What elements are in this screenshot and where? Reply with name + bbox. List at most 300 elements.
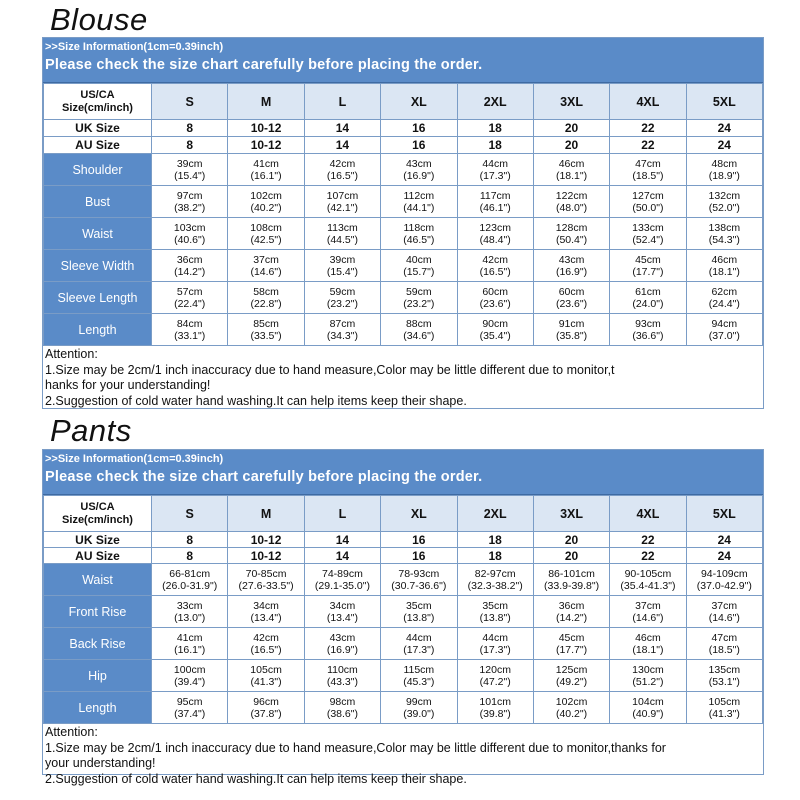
cm-value: 120cm	[479, 663, 511, 676]
blouse-sleeve-length-cell	[610, 282, 686, 314]
blouse-title: Blouse	[50, 2, 148, 37]
blouse-length-cell	[533, 314, 609, 346]
pants-back-rise-cell	[381, 628, 457, 660]
pants-uk-size-value: 8	[152, 532, 228, 548]
blouse-waist-cell	[381, 218, 457, 250]
blouse-bust-cell	[686, 186, 762, 218]
inch-value: (36.6")	[632, 329, 664, 342]
pants-attention-note	[43, 724, 763, 786]
inch-value: (14.2")	[174, 265, 206, 278]
inch-value: (33.1")	[174, 329, 206, 342]
pants-length-cell	[457, 692, 533, 724]
blouse-sleeve-width-cell	[228, 250, 304, 282]
cm-value: 110cm	[327, 663, 358, 676]
pants-au-size-value: 22	[610, 548, 686, 564]
cm-value: 122cm	[555, 189, 588, 202]
cm-value: 36cm	[176, 253, 203, 266]
cm-value: 135cm	[708, 663, 741, 676]
cm-value: 90-105cm	[624, 567, 672, 580]
inch-value: (32.3-38.2")	[467, 579, 523, 592]
blouse-waist-cell	[457, 218, 533, 250]
pants-length-cell	[610, 692, 686, 724]
inch-value: (13.4")	[326, 611, 359, 624]
pants-front-rise-cell	[152, 596, 228, 628]
pants-size-info-text: >>Size Information(1cm=0.39inch)	[45, 453, 224, 465]
blouse-uk-size-value: 20	[533, 120, 609, 137]
inch-value: (44.5")	[326, 233, 359, 246]
pants-uk-size-value: 14	[304, 532, 380, 548]
cm-value: 39cm	[329, 253, 356, 266]
blouse-uk-size-value: 18	[457, 120, 533, 137]
inch-value: (38.6")	[326, 707, 359, 720]
inch-value: (50.0")	[632, 201, 664, 214]
cm-value: 43cm	[329, 631, 356, 644]
cm-value: 42cm	[253, 631, 279, 644]
pants-uk-size-value: 18	[457, 532, 533, 548]
cm-value: 42cm	[329, 157, 356, 170]
blouse-au-size-label: AU Size	[44, 137, 152, 154]
inch-value: (40.6")	[174, 233, 206, 246]
pants-title: Pants	[50, 413, 132, 448]
cm-value: 133cm	[632, 221, 664, 234]
cm-value: 91cm	[558, 317, 585, 330]
cm-value: 47cm	[711, 631, 738, 644]
inch-value: (13.8")	[403, 611, 435, 624]
blouse-au-size-value: 8	[152, 137, 228, 154]
pants-back-rise-cell	[152, 628, 228, 660]
pants-waist-cell	[304, 564, 380, 596]
cm-value: 103cm	[173, 221, 206, 234]
inch-value: (16.1")	[250, 169, 282, 182]
blouse-shoulder-cell	[304, 154, 380, 186]
inch-value: (39.4")	[174, 675, 206, 688]
cm-value: 34cm	[329, 599, 356, 612]
cm-value: 37cm	[635, 599, 661, 612]
cm-value: 40cm	[405, 253, 432, 266]
inch-value: (34.3")	[326, 329, 359, 342]
pants-uk-size-row	[44, 532, 763, 548]
inch-value: (22.8")	[250, 297, 282, 310]
blouse-uk-size-value: 8	[152, 120, 228, 137]
blouse-length-cell	[304, 314, 380, 346]
inch-value: (40.9")	[632, 707, 664, 720]
cm-value: 45cm	[558, 631, 585, 644]
blouse-label-sleeve-width: Sleeve Width	[44, 250, 152, 282]
inch-value: (14.6")	[250, 265, 282, 278]
pants-back-rise-cell	[304, 628, 380, 660]
pants-chart-header	[43, 450, 763, 495]
inch-value: (18.1")	[632, 643, 664, 656]
blouse-label-length: Length	[44, 314, 152, 346]
blouse-au-size-value: 14	[304, 137, 380, 154]
inch-value: (14.2")	[555, 611, 588, 624]
cm-value: 46cm	[635, 631, 661, 644]
blouse-uk-size-label: UK Size	[44, 120, 152, 137]
cm-value: 94-109cm	[700, 567, 748, 580]
cm-value: 105cm	[708, 695, 741, 708]
inch-value: (14.6")	[632, 611, 664, 624]
blouse-au-size-value: 20	[533, 137, 609, 154]
pants-row-back-rise	[44, 628, 763, 660]
inch-value: (14.6")	[708, 611, 740, 624]
cm-value: 98cm	[329, 695, 356, 708]
pants-hip-cell	[610, 660, 686, 692]
cm-value: 34cm	[253, 599, 279, 612]
cm-value: 57cm	[176, 285, 203, 298]
pants-size-chart	[42, 449, 764, 786]
blouse-bust-cell	[228, 186, 304, 218]
cm-value: 127cm	[632, 189, 664, 202]
inch-value: (16.5")	[250, 643, 282, 656]
blouse-length-cell	[457, 314, 533, 346]
cm-value: 66-81cm	[169, 567, 211, 580]
blouse-length-cell	[610, 314, 686, 346]
cm-value: 44cm	[405, 631, 432, 644]
pants-hip-cell	[228, 660, 304, 692]
blouse-label-shoulder: Shoulder	[44, 154, 152, 186]
pants-length-cell	[686, 692, 762, 724]
inch-value: (49.2")	[555, 675, 588, 688]
cm-value: 43cm	[405, 157, 432, 170]
pants-au-size-value: 14	[304, 548, 380, 564]
pants-uk-size-value: 24	[686, 532, 762, 548]
inch-value: (52.0")	[708, 201, 740, 214]
pants-au-size-value: 10-12	[228, 548, 304, 564]
cm-value: 44cm	[482, 631, 509, 644]
cm-value: 37cm	[253, 253, 279, 266]
cm-value: 132cm	[708, 189, 741, 202]
cm-value: 70-85cm	[245, 567, 287, 580]
blouse-au-size-value: 24	[686, 137, 762, 154]
cm-value: 123cm	[479, 221, 511, 234]
attention-line: 1.Size may be 2cm/1 inch inaccuracy due to hand measure,Color may be little different due to monitor,t	[45, 362, 615, 377]
blouse-sleeve-length-cell	[152, 282, 228, 314]
blouse-shoulder-cell	[533, 154, 609, 186]
attention-line: Attention:	[45, 347, 98, 361]
cm-value: 113cm	[327, 221, 358, 234]
blouse-au-size-value: 22	[610, 137, 686, 154]
inch-value: (42.1")	[326, 201, 359, 214]
blouse-shoulder-cell	[686, 154, 762, 186]
blouse-sleeve-length-cell	[457, 282, 533, 314]
pants-front-rise-cell	[686, 596, 762, 628]
blouse-sleeve-length-cell	[533, 282, 609, 314]
pants-back-rise-cell	[533, 628, 609, 660]
cm-value: 62cm	[711, 285, 738, 298]
cm-value: 118cm	[403, 221, 435, 234]
pants-label-waist: Waist	[44, 564, 152, 596]
cm-value: 78-93cm	[398, 567, 440, 580]
inch-value: (47.2")	[479, 675, 511, 688]
cm-value: 95cm	[176, 695, 203, 708]
pants-length-cell	[152, 692, 228, 724]
blouse-bust-cell	[152, 186, 228, 218]
blouse-size-header-row	[44, 84, 763, 120]
blouse-corner-label: US/CA Size(cm/inch)	[44, 84, 152, 120]
blouse-au-size-value: 10-12	[228, 137, 304, 154]
inch-value: (15.7")	[403, 265, 435, 278]
blouse-row-sleeve-length	[44, 282, 763, 314]
blouse-uk-size-row	[44, 120, 763, 137]
blouse-bust-cell	[457, 186, 533, 218]
cm-value: 96cm	[253, 695, 279, 708]
cm-value: 59cm	[329, 285, 356, 298]
pants-size-3xl: 3XL	[533, 496, 609, 532]
blouse-sleeve-width-cell	[304, 250, 380, 282]
blouse-length-cell	[228, 314, 304, 346]
pants-au-size-value: 20	[533, 548, 609, 564]
pants-row-waist	[44, 564, 763, 596]
inch-value: (53.1")	[708, 675, 740, 688]
pants-waist-cell	[152, 564, 228, 596]
inch-value: (16.9")	[403, 169, 435, 182]
inch-value: (24.4")	[708, 297, 740, 310]
inch-value: (23.6")	[479, 297, 511, 310]
blouse-sleeve-width-cell	[152, 250, 228, 282]
pants-back-rise-cell	[686, 628, 762, 660]
blouse-size-2xl: 2XL	[457, 84, 533, 120]
inch-value: (39.0")	[403, 707, 435, 720]
cm-value: 108cm	[250, 221, 282, 234]
cm-value: 102cm	[250, 189, 282, 202]
cm-value: 41cm	[176, 631, 203, 644]
inch-value: (48.0")	[555, 201, 588, 214]
pants-au-size-value: 8	[152, 548, 228, 564]
cm-value: 107cm	[326, 189, 359, 202]
cm-value: 41cm	[253, 157, 279, 170]
inch-value: (13.0")	[174, 611, 206, 624]
pants-hip-cell	[533, 660, 609, 692]
cm-value: 48cm	[711, 157, 738, 170]
inch-value: (18.5")	[632, 169, 664, 182]
inch-value: (23.2")	[403, 297, 435, 310]
pants-back-rise-cell	[228, 628, 304, 660]
inch-value: (22.4")	[174, 297, 206, 310]
blouse-waist-cell	[533, 218, 609, 250]
blouse-sleeve-width-cell	[610, 250, 686, 282]
pants-au-size-value: 18	[457, 548, 533, 564]
pants-hip-cell	[381, 660, 457, 692]
blouse-label-sleeve-length: Sleeve Length	[44, 282, 152, 314]
cm-value: 59cm	[405, 285, 432, 298]
inch-value: (24.0")	[632, 297, 664, 310]
blouse-sleeve-width-cell	[457, 250, 533, 282]
cm-value: 128cm	[555, 221, 588, 234]
inch-value: (17.3")	[479, 169, 511, 182]
cm-value: 46cm	[711, 253, 738, 266]
cm-value: 43cm	[558, 253, 585, 266]
attention-line: Attention:	[45, 725, 98, 739]
blouse-chart-header	[43, 38, 763, 83]
blouse-au-size-value: 16	[381, 137, 457, 154]
cm-value: 100cm	[173, 663, 206, 676]
inch-value: (33.5")	[250, 329, 282, 342]
inch-value: (15.4")	[174, 169, 206, 182]
inch-value: (17.7")	[632, 265, 664, 278]
inch-value: (17.3")	[403, 643, 435, 656]
inch-value: (37.8")	[250, 707, 282, 720]
inch-value: (13.8")	[479, 611, 511, 624]
inch-value: (23.2")	[326, 297, 359, 310]
blouse-label-waist: Waist	[44, 218, 152, 250]
blouse-size-4xl: 4XL	[610, 84, 686, 120]
pants-row-length	[44, 692, 763, 724]
blouse-size-info-text: >>Size Information(1cm=0.39inch)	[45, 41, 224, 53]
blouse-row-bust	[44, 186, 763, 218]
cm-value: 115cm	[403, 663, 435, 676]
inch-value: (39.8")	[479, 707, 511, 720]
blouse-sleeve-width-cell	[381, 250, 457, 282]
cm-value: 36cm	[558, 599, 585, 612]
cm-value: 112cm	[403, 189, 435, 202]
pants-size-5xl: 5XL	[686, 496, 762, 532]
pants-size-header-row	[44, 496, 763, 532]
blouse-shoulder-cell	[152, 154, 228, 186]
blouse-au-size-value: 18	[457, 137, 533, 154]
pants-size-m: M	[228, 496, 304, 532]
pants-label-front-rise: Front Rise	[44, 596, 152, 628]
inch-value: (17.3")	[479, 643, 511, 656]
inch-value: (54.3")	[708, 233, 740, 246]
blouse-size-3xl: 3XL	[533, 84, 609, 120]
inch-value: (46.5")	[403, 233, 435, 246]
cm-value: 60cm	[558, 285, 585, 298]
pants-au-size-value: 16	[381, 548, 457, 564]
pants-size-table	[43, 495, 763, 724]
blouse-waist-cell	[304, 218, 380, 250]
pants-uk-size-value: 16	[381, 532, 457, 548]
inch-value: (43.3")	[326, 675, 359, 688]
blouse-size-5xl: 5XL	[686, 84, 762, 120]
inch-value: (16.1")	[174, 643, 206, 656]
blouse-attention-note	[43, 346, 763, 408]
pants-waist-cell	[686, 564, 762, 596]
pants-hip-cell	[686, 660, 762, 692]
cm-value: 45cm	[635, 253, 661, 266]
attention-line: 2.Suggestion of cold water hand washing.It can help items keep their shape.	[45, 771, 467, 786]
inch-value: (41.3")	[708, 707, 740, 720]
blouse-waist-cell	[228, 218, 304, 250]
blouse-label-bust: Bust	[44, 186, 152, 218]
inch-value: (13.4")	[250, 611, 282, 624]
pants-front-rise-cell	[457, 596, 533, 628]
cm-value: 58cm	[253, 285, 279, 298]
inch-value: (29.1-35.0")	[314, 579, 370, 592]
blouse-sleeve-length-cell	[381, 282, 457, 314]
inch-value: (26.0-31.9")	[162, 579, 218, 592]
blouse-uk-size-value: 24	[686, 120, 762, 137]
cm-value: 88cm	[405, 317, 432, 330]
pants-au-size-label: AU Size	[44, 548, 152, 564]
blouse-size-chart	[42, 37, 764, 409]
inch-value: (33.9-39.8")	[544, 579, 600, 592]
blouse-row-waist	[44, 218, 763, 250]
blouse-check-notice: Please check the size chart carefully before placing the order.	[45, 57, 483, 73]
pants-front-rise-cell	[228, 596, 304, 628]
pants-front-rise-cell	[304, 596, 380, 628]
pants-size-2xl: 2XL	[457, 496, 533, 532]
cm-value: 105cm	[250, 663, 282, 676]
blouse-length-cell	[381, 314, 457, 346]
blouse-sleeve-width-cell	[533, 250, 609, 282]
inch-value: (46.1")	[479, 201, 511, 214]
cm-value: 42cm	[482, 253, 509, 266]
inch-value: (27.6-33.5")	[238, 579, 294, 592]
inch-value: (51.2")	[632, 675, 664, 688]
pants-waist-cell	[457, 564, 533, 596]
pants-size-s: S	[152, 496, 228, 532]
inch-value: (37.0-42.9")	[696, 579, 752, 592]
pants-front-rise-cell	[381, 596, 457, 628]
cm-value: 44cm	[482, 157, 509, 170]
attention-line: hanks for your understanding!	[45, 378, 211, 392]
pants-hip-cell	[152, 660, 228, 692]
attention-line: 2.Suggestion of cold water hand washing.It can help items keep their shape.	[45, 393, 467, 408]
pants-check-notice: Please check the size chart carefully before placing the order.	[45, 469, 483, 485]
blouse-bust-cell	[304, 186, 380, 218]
cm-value: 94cm	[711, 317, 738, 330]
inch-value: (35.8")	[555, 329, 588, 342]
attention-line: your understanding!	[45, 756, 156, 770]
blouse-size-m: M	[228, 84, 304, 120]
cm-value: 125cm	[555, 663, 588, 676]
pants-uk-size-value: 22	[610, 532, 686, 548]
blouse-sleeve-length-cell	[686, 282, 762, 314]
blouse-shoulder-cell	[228, 154, 304, 186]
pants-uk-size-value: 20	[533, 532, 609, 548]
blouse-uk-size-value: 14	[304, 120, 380, 137]
cm-value: 102cm	[555, 695, 588, 708]
inch-value: (16.9")	[326, 643, 359, 656]
inch-value: (37.0")	[708, 329, 740, 342]
pants-waist-cell	[610, 564, 686, 596]
inch-value: (35.4-41.3")	[620, 579, 676, 592]
cm-value: 117cm	[479, 189, 511, 202]
inch-value: (18.9")	[708, 169, 740, 182]
pants-uk-size-label: UK Size	[44, 532, 152, 548]
pants-waist-cell	[533, 564, 609, 596]
pants-size-4xl: 4XL	[610, 496, 686, 532]
attention-line: 1.Size may be 2cm/1 inch inaccuracy due to hand measure,Color may be little different due to monitor,thanks for	[45, 740, 666, 755]
inch-value: (17.7")	[555, 643, 588, 656]
cm-value: 35cm	[405, 599, 432, 612]
pants-label-hip: Hip	[44, 660, 152, 692]
cm-value: 104cm	[632, 695, 664, 708]
inch-value: (40.2")	[250, 201, 282, 214]
blouse-sleeve-length-cell	[228, 282, 304, 314]
blouse-length-cell	[152, 314, 228, 346]
blouse-uk-size-value: 10-12	[228, 120, 304, 137]
inch-value: (16.5")	[326, 169, 359, 182]
pants-length-cell	[381, 692, 457, 724]
cm-value: 85cm	[253, 317, 279, 330]
inch-value: (15.4")	[326, 265, 359, 278]
inch-value: (34.6")	[403, 329, 435, 342]
pants-row-front-rise	[44, 596, 763, 628]
pants-uk-size-value: 10-12	[228, 532, 304, 548]
blouse-sleeve-width-cell	[686, 250, 762, 282]
inch-value: (23.6")	[555, 297, 588, 310]
inch-value: (37.4")	[174, 707, 206, 720]
pants-front-rise-cell	[610, 596, 686, 628]
cm-value: 33cm	[176, 599, 203, 612]
blouse-waist-cell	[152, 218, 228, 250]
blouse-waist-cell	[686, 218, 762, 250]
cm-value: 39cm	[176, 157, 203, 170]
inch-value: (30.7-36.6")	[391, 579, 447, 592]
cm-value: 46cm	[558, 157, 585, 170]
pants-length-cell	[533, 692, 609, 724]
